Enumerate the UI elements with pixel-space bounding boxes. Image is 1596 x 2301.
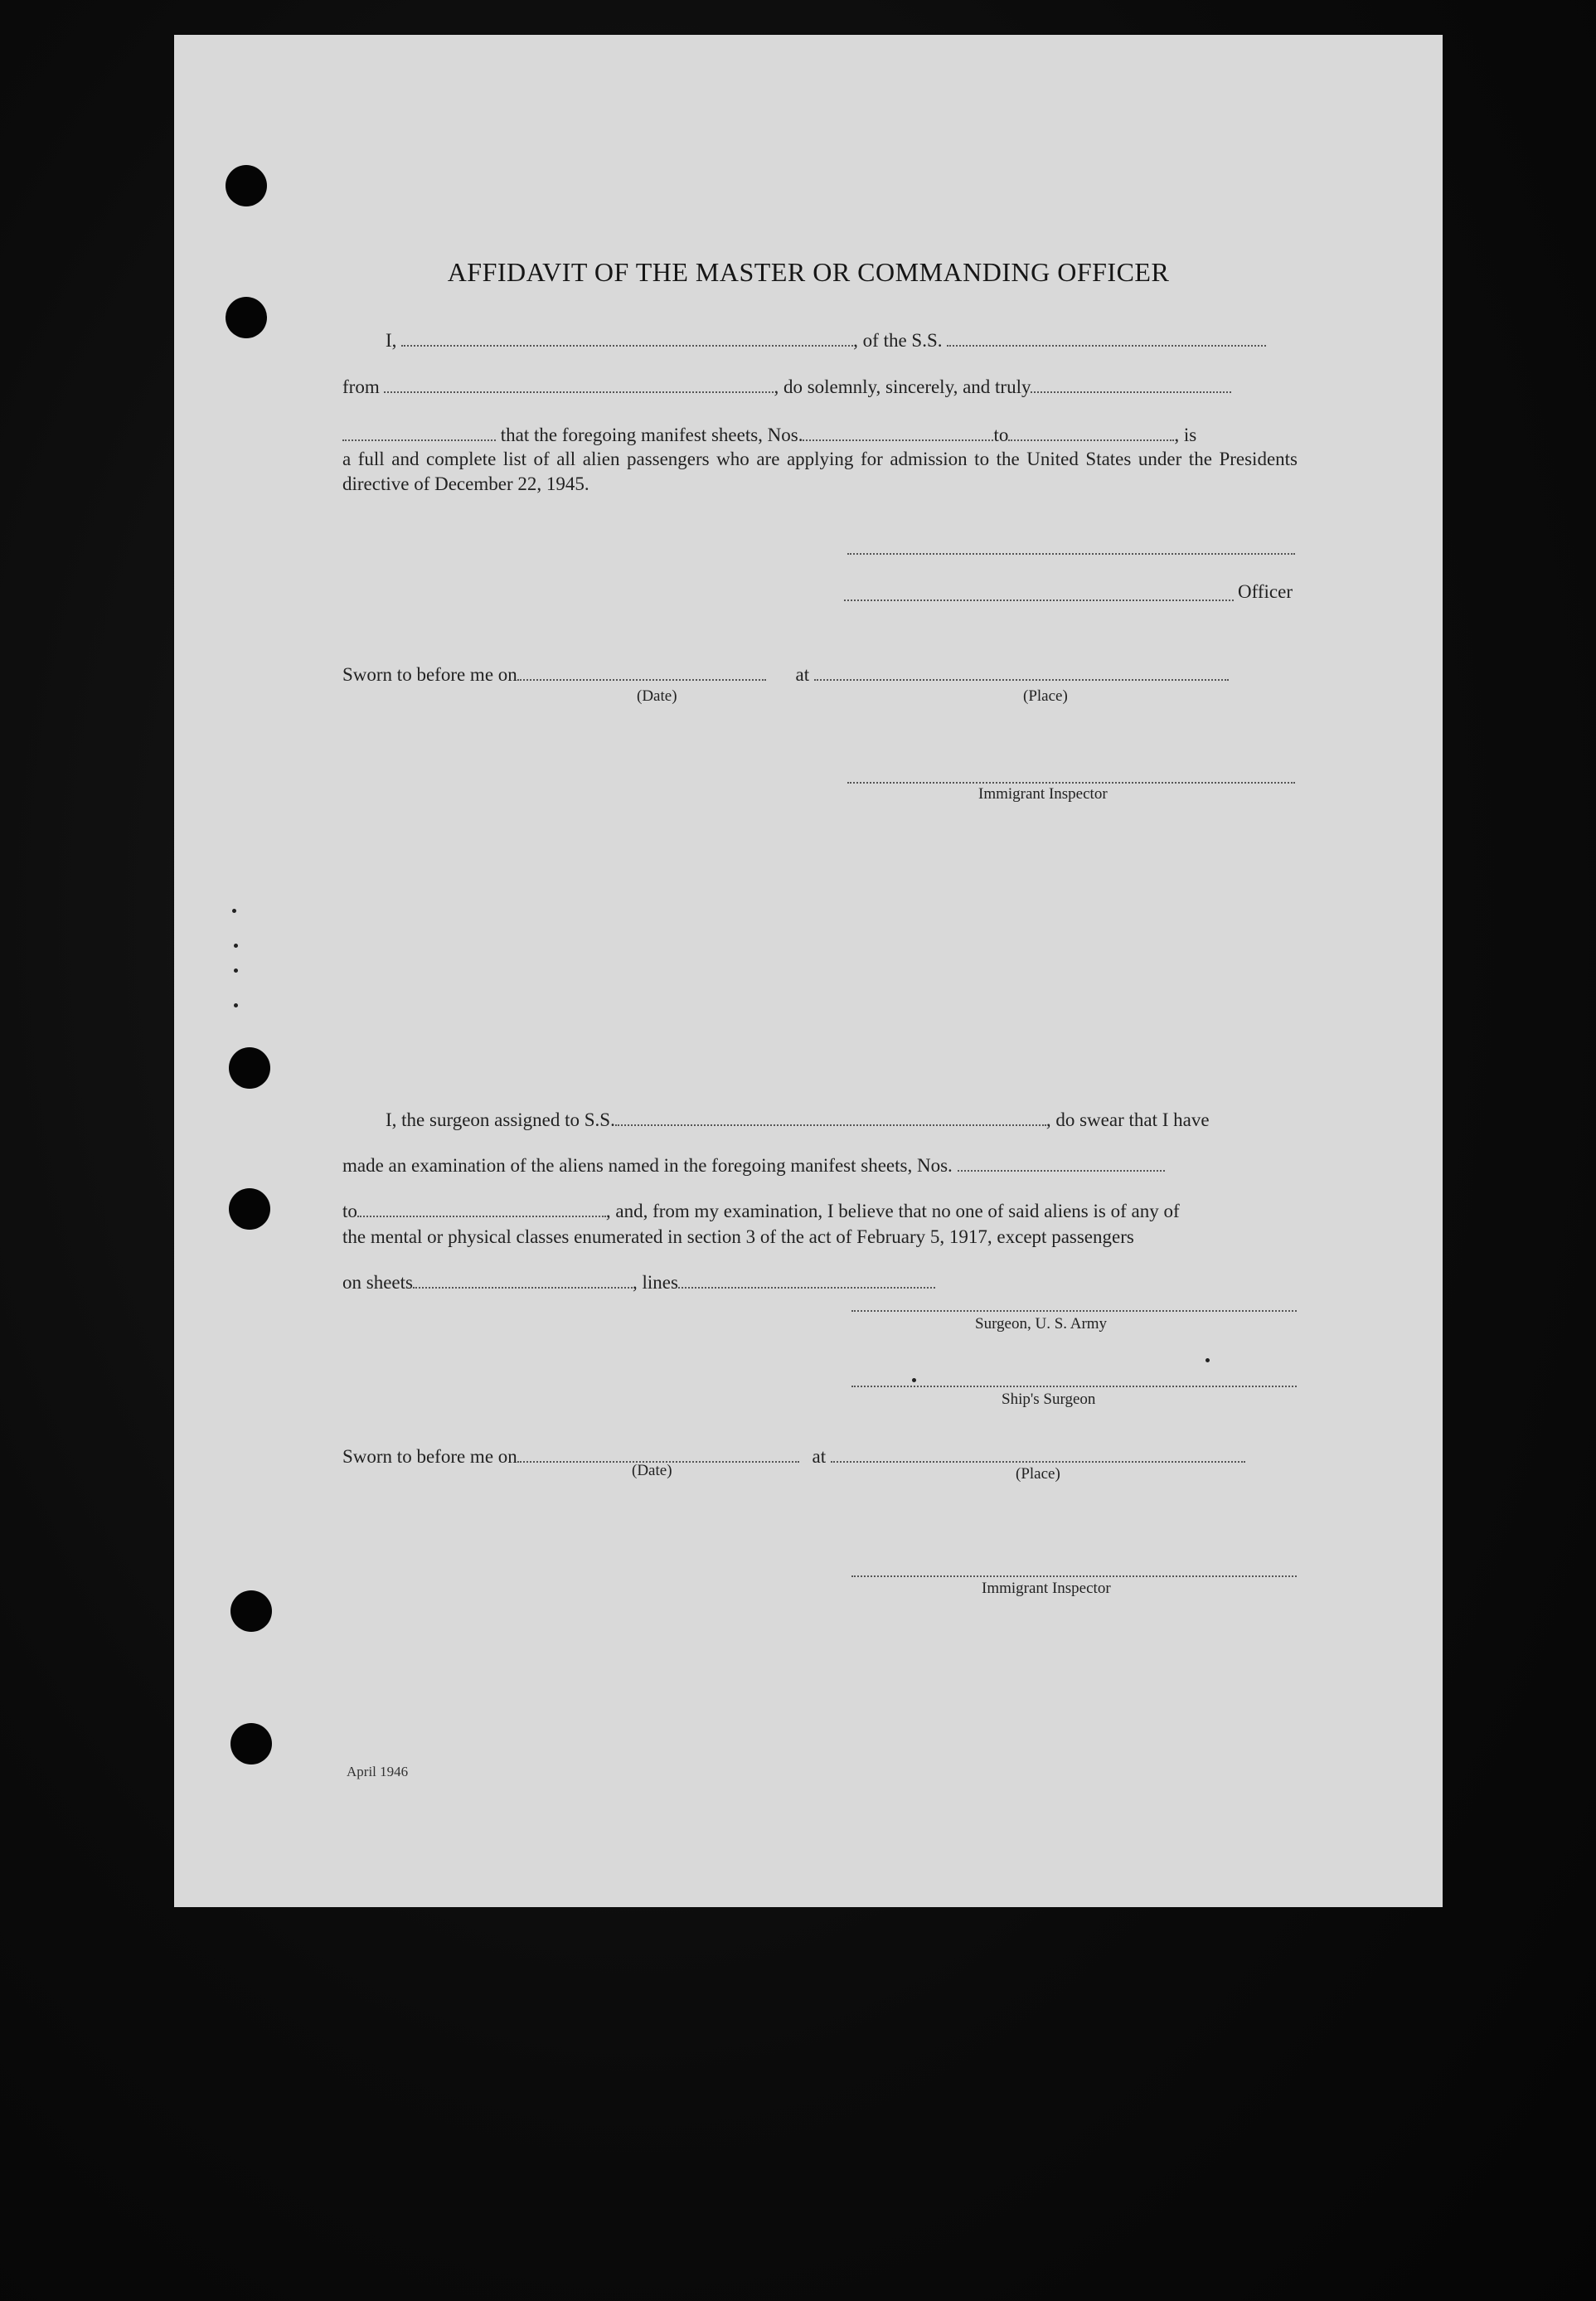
master-sworn-field[interactable]	[342, 423, 496, 441]
surgeon-ship-field[interactable]	[615, 1108, 1046, 1126]
surgeon-line-5	[342, 1270, 1298, 1295]
master-from-field[interactable]	[384, 375, 774, 393]
ship-surgeon-signature-line[interactable]	[851, 1385, 1297, 1387]
master-from-label: from	[342, 376, 380, 397]
surgeon-at-label: at	[812, 1446, 827, 1467]
master-inspector-label: Immigrant Inspector	[978, 785, 1108, 803]
master-line-2	[342, 375, 1298, 400]
surgeon-place-label: (Place)	[1016, 1465, 1060, 1483]
master-solemnly-label: , do solemnly, sincerely, and truly	[774, 376, 1031, 397]
master-name-field[interactable]	[401, 328, 853, 347]
punch-hole	[226, 165, 267, 206]
surgeon-place-field[interactable]	[831, 1444, 1245, 1463]
scan-speck	[232, 909, 236, 913]
surgeon-nos-to-field[interactable]	[357, 1199, 606, 1217]
master-manifest-label: that the foregoing manifest sheets, Nos.	[500, 425, 803, 445]
punch-hole	[230, 1723, 272, 1765]
master-ship-field[interactable]	[947, 328, 1266, 347]
form-date-footer: April 1946	[347, 1764, 409, 1779]
master-place-label: (Place)	[1023, 687, 1068, 705]
punch-hole	[229, 1188, 270, 1230]
punch-hole	[226, 297, 267, 338]
master-line-3	[342, 423, 1298, 448]
scan-speck	[234, 944, 238, 948]
punch-hole	[230, 1590, 272, 1632]
surgeon-classes-label: the mental or physical classes enumerated in section 3 of the act of February 5, 1917, except passengers	[342, 1226, 1134, 1247]
master-inspector-signature-line[interactable]	[847, 781, 1295, 784]
surgeon-to-label: to	[342, 1201, 357, 1221]
surgeon-nos-field[interactable]	[958, 1153, 1165, 1172]
scan-speck	[1205, 1358, 1210, 1362]
document-page	[174, 35, 1443, 1907]
surgeon-lines-field[interactable]	[678, 1270, 935, 1289]
surgeon-date-label: (Date)	[632, 1462, 672, 1479]
master-to-label: to	[993, 425, 1009, 445]
scan-speck	[912, 1378, 916, 1382]
master-i-label: I,	[386, 330, 397, 351]
master-sworn-label: Sworn to before me on	[342, 664, 517, 685]
surgeon-assigned-label: I, the surgeon assigned to S.S.	[386, 1109, 615, 1130]
master-signature-line[interactable]	[847, 552, 1295, 555]
master-sworn-line	[342, 663, 1298, 687]
officer-signature-line[interactable]	[844, 599, 1234, 601]
master-of-label: , of the S.S.	[853, 330, 943, 351]
surgeon-line-4	[342, 1225, 1298, 1250]
surgeon-inspector-signature-line[interactable]	[851, 1575, 1297, 1577]
surgeon-inspector-label: Immigrant Inspector	[982, 1580, 1111, 1597]
master-place-field[interactable]	[814, 663, 1229, 681]
document-title: AFFIDAVIT OF THE MASTER OR COMMANDING OFFICER	[447, 257, 1170, 287]
surgeon-belief-label: , and, from my examination, I believe that no one of said aliens is of any of	[605, 1201, 1180, 1221]
master-truly-field[interactable]	[1031, 375, 1231, 393]
surgeon-lines-label: , lines	[632, 1272, 678, 1293]
surgeon-sheets-field[interactable]	[413, 1270, 633, 1289]
scan-speck	[234, 1003, 238, 1007]
master-nos-to-field[interactable]	[1008, 423, 1174, 441]
surgeon-line-2	[342, 1153, 1298, 1178]
surgeon-sheets-label: on sheets	[342, 1272, 413, 1293]
army-surgeon-signature-line[interactable]	[851, 1309, 1297, 1312]
surgeon-line-1	[342, 1108, 1298, 1133]
army-surgeon-label: Surgeon, U. S. Army	[975, 1315, 1108, 1333]
master-date-label: (Date)	[637, 687, 677, 705]
master-at-label: at	[795, 664, 810, 685]
surgeon-examination-label: made an examination of the aliens named in the foregoing manifest sheets, Nos.	[342, 1155, 953, 1176]
punch-hole	[229, 1047, 270, 1089]
scan-speck	[234, 968, 238, 973]
officer-label: Officer	[1238, 581, 1293, 602]
surgeon-line-3	[342, 1199, 1298, 1224]
surgeon-date-field[interactable]	[517, 1444, 799, 1463]
master-paragraph: a full and complete list of all alien passengers who are applying for admission to the United States under the Presidents directive of December 22, 1945.	[342, 449, 1298, 494]
master-is-label: , is	[1174, 425, 1197, 445]
surgeon-swear-label: , do swear that I have	[1045, 1109, 1210, 1130]
surgeon-sworn-label: Sworn to before me on	[342, 1446, 517, 1467]
surgeon-sworn-line	[342, 1444, 1298, 1469]
master-date-field[interactable]	[517, 663, 766, 681]
ship-surgeon-label: Ship's Surgeon	[1002, 1391, 1096, 1408]
master-nos-from-field[interactable]	[803, 423, 993, 441]
master-line-1	[342, 328, 1298, 353]
